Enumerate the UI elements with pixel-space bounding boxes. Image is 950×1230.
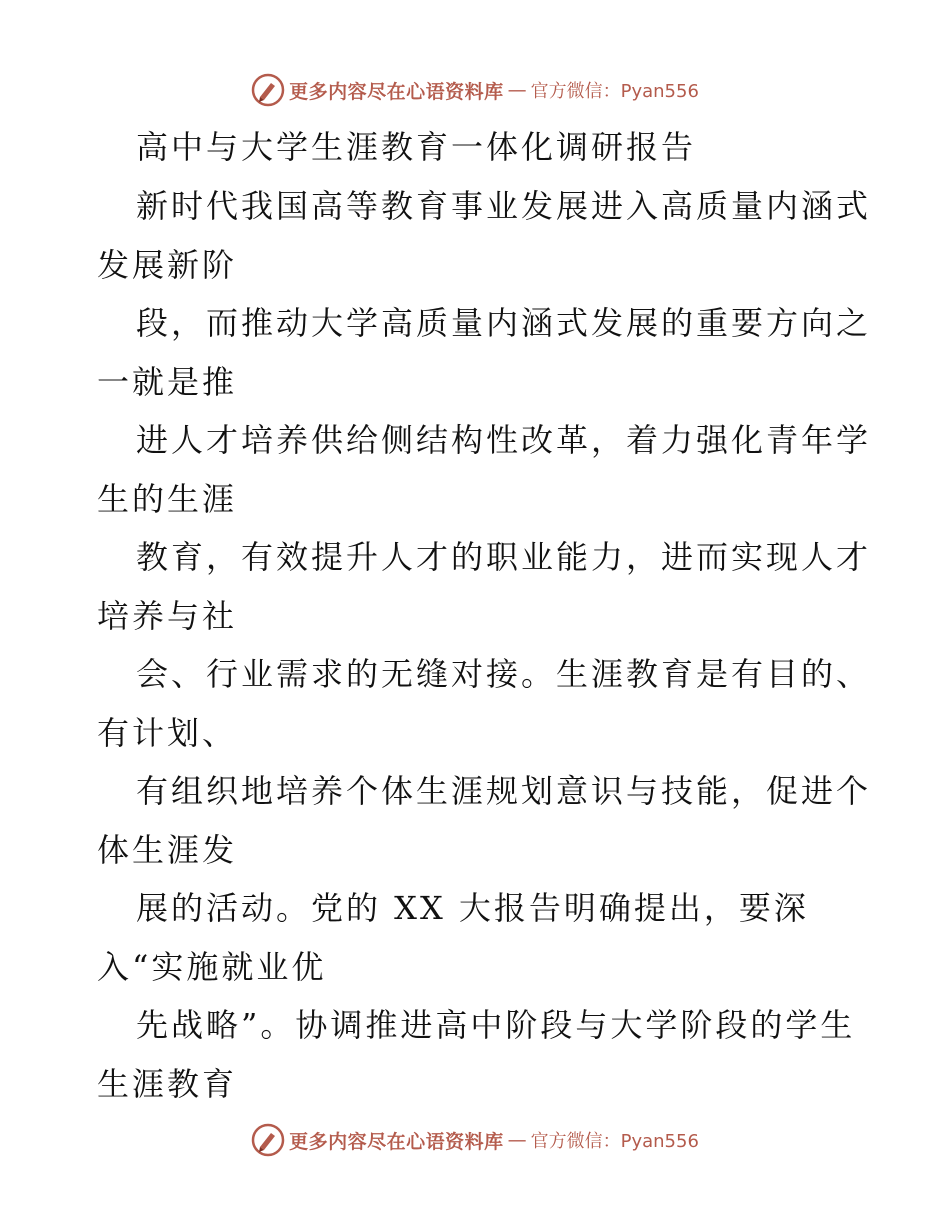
- footer-watermark: [0, 1120, 950, 1160]
- header-watermark: [0, 70, 950, 110]
- text-line: 进人才培养供给侧结构性改革，着力强化青年学: [136, 421, 872, 459]
- text-line: 发展新阶: [97, 246, 238, 284]
- text-line: 展的活动。党的 XX 大报告明确提出，要深: [136, 889, 809, 927]
- watermark-wechat: 官方微信：Pyan556: [530, 1131, 699, 1152]
- text-line: 生涯教育: [97, 1065, 238, 1103]
- text-line: 段，而推动大学高质量内涵式发展的重要方向之: [136, 304, 872, 342]
- text-line: 有组织地培养个体生涯规划意识与技能，促进个: [136, 772, 872, 810]
- text-line: 培养与社: [97, 597, 238, 635]
- document-title: 高中与大学生涯教育一体化调研报告: [136, 128, 697, 166]
- text-line: 新时代我国高等教育事业发展进入高质量内涵式: [136, 187, 872, 225]
- text-line: 先战略”。协调推进高中阶段与大学阶段的学生: [136, 1006, 856, 1044]
- watermark-wechat: 官方微信：Pyan556: [530, 81, 699, 102]
- text-line: 入“实施就业优: [97, 948, 327, 986]
- watermark-text: 更多内容尽在心语资料库: [289, 1130, 504, 1153]
- text-line: 有计划、: [97, 714, 238, 752]
- watermark-dash: —: [507, 1129, 527, 1151]
- text-line: 一就是推: [97, 363, 238, 401]
- text-line: 生的生涯: [97, 480, 238, 518]
- pen-logo-icon: [251, 73, 285, 107]
- text-line: 会、行业需求的无缝对接。生涯教育是有目的、: [136, 655, 872, 693]
- text-line: 教育，有效提升人才的职业能力，进而实现人才: [136, 538, 872, 576]
- watermark-text: 更多内容尽在心语资料库: [289, 80, 504, 103]
- text-line: 体生涯发: [97, 831, 238, 869]
- watermark-dash: —: [507, 79, 527, 101]
- pen-logo-icon: [251, 1123, 285, 1157]
